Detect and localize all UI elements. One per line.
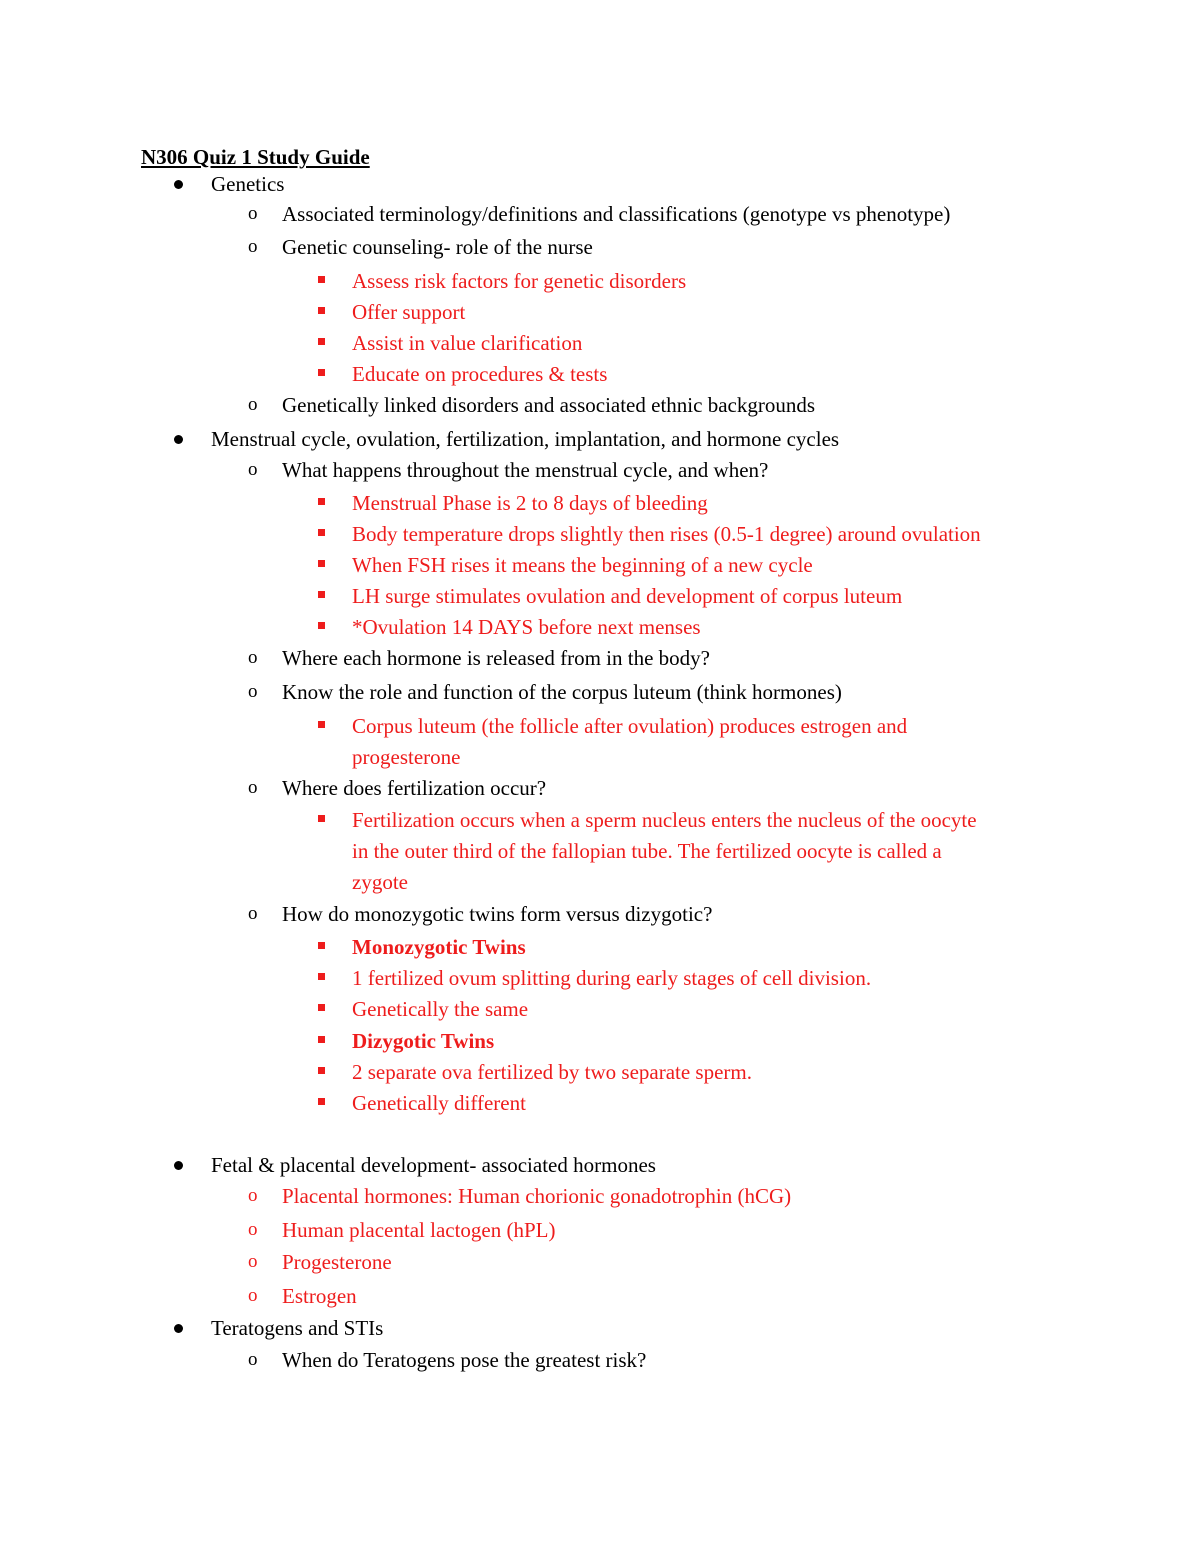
- outline-item-text: Know the role and function of the corpus luteum (think hormones): [282, 680, 842, 704]
- outline-item-text: Genetics: [211, 172, 285, 196]
- bullet-square-icon: [318, 560, 325, 567]
- outline-item-text: Fetal & placental development- associated hormones: [211, 1153, 656, 1177]
- bullet-square-icon: [318, 973, 325, 980]
- outline-item-text: LH surge stimulates ovulation and development of corpus luteum: [352, 584, 903, 608]
- outline-item-text: Educate on procedures & tests: [352, 362, 608, 386]
- outline-item-text: zygote: [352, 870, 408, 894]
- outline-item-text: How do monozygotic twins form versus dizygotic?: [282, 902, 713, 926]
- bullet-square-icon: [318, 1004, 325, 1011]
- outline-item-text: When FSH rises it means the beginning of a new cycle: [352, 553, 813, 577]
- bullet-square-icon: [318, 622, 325, 629]
- outline-item-text: progesterone: [352, 745, 461, 769]
- outline-item-text: *Ovulation 14 DAYS before next menses: [352, 615, 701, 639]
- outline-item-text: Fertilization occurs when a sperm nucleus enters the nucleus of the oocyte: [352, 808, 977, 832]
- bullet-circle-icon: o: [248, 647, 258, 668]
- bullet-square-icon: [318, 815, 325, 822]
- outline-item-text: Offer support: [352, 300, 466, 324]
- bullet-disc-icon: [174, 435, 183, 444]
- outline-item-text: Assess risk factors for genetic disorders: [352, 269, 687, 293]
- outline-item-text: Genetically the same: [352, 997, 529, 1021]
- bullet-square-icon: [318, 1098, 325, 1105]
- bullet-square-icon: [318, 338, 325, 345]
- bullet-circle-icon: o: [248, 777, 258, 798]
- bullet-circle-icon: o: [248, 1285, 258, 1306]
- bullet-circle-icon: o: [248, 203, 258, 224]
- outline-item-text: What happens throughout the menstrual cycle, and when?: [282, 458, 769, 482]
- outline-item-text: Genetically linked disorders and associated ethnic backgrounds: [282, 393, 815, 417]
- bullet-disc-icon: [174, 1324, 183, 1333]
- bullet-circle-icon: o: [248, 681, 258, 702]
- outline-item-text: Teratogens and STIs: [211, 1316, 384, 1340]
- bullet-square-icon: [318, 591, 325, 598]
- bullet-square-icon: [318, 529, 325, 536]
- outline-item-text: Monozygotic Twins: [352, 935, 526, 959]
- bullet-circle-icon: o: [248, 236, 258, 257]
- outline-item-text: Assist in value clarification: [352, 331, 583, 355]
- bullet-disc-icon: [174, 180, 183, 189]
- bullet-square-icon: [318, 498, 325, 505]
- outline-item-text: Dizygotic Twins: [352, 1029, 495, 1053]
- bullet-square-icon: [318, 1067, 325, 1074]
- outline-item-text: Menstrual Phase is 2 to 8 days of bleeding: [352, 491, 708, 515]
- bullet-circle-icon: o: [248, 1349, 258, 1370]
- bullet-square-icon: [318, 369, 325, 376]
- outline-item-text: Genetic counseling- role of the nurse: [282, 235, 593, 259]
- outline-item-text: Where each hormone is released from in the body?: [282, 646, 710, 670]
- bullet-square-icon: [318, 942, 325, 949]
- outline-item-text: Genetically different: [352, 1091, 526, 1115]
- outline-item-text: Placental hormones: Human chorionic gonadotrophin (hCG): [282, 1184, 792, 1208]
- outline-item-text: Estrogen: [282, 1284, 357, 1308]
- outline-item-text: Where does fertilization occur?: [282, 776, 547, 800]
- bullet-circle-icon: o: [248, 903, 258, 924]
- outline-item-text: Progesterone: [282, 1250, 392, 1274]
- bullet-square-icon: [318, 721, 325, 728]
- outline-item-text: Body temperature drops slightly then rises (0.5-1 degree) around ovulation: [352, 522, 981, 546]
- bullet-square-icon: [318, 307, 325, 314]
- bullet-disc-icon: [174, 1161, 183, 1170]
- page-title: N306 Quiz 1 Study Guide: [141, 145, 370, 169]
- outline-item-text: Human placental lactogen (hPL): [282, 1218, 556, 1242]
- outline-item-text: When do Teratogens pose the greatest risk?: [282, 1348, 647, 1372]
- bullet-circle-icon: o: [248, 459, 258, 480]
- outline-item-text: in the outer third of the fallopian tube. The fertilized oocyte is called a: [352, 839, 942, 863]
- outline-item-text: 2 separate ova fertilized by two separate sperm.: [352, 1060, 752, 1084]
- outline-item-text: Associated terminology/definitions and classifications (genotype vs phenotype): [282, 202, 951, 226]
- bullet-square-icon: [318, 276, 325, 283]
- outline-item-text: Menstrual cycle, ovulation, fertilization, implantation, and hormone cycles: [211, 427, 840, 451]
- bullet-circle-icon: o: [248, 1185, 258, 1206]
- outline-item-text: Corpus luteum (the follicle after ovulation) produces estrogen and: [352, 714, 908, 738]
- bullet-circle-icon: o: [248, 1251, 258, 1272]
- outline-item-text: 1 fertilized ovum splitting during early stages of cell division.: [352, 966, 872, 990]
- bullet-circle-icon: o: [248, 1219, 258, 1240]
- bullet-circle-icon: o: [248, 394, 258, 415]
- bullet-square-icon: [318, 1036, 325, 1043]
